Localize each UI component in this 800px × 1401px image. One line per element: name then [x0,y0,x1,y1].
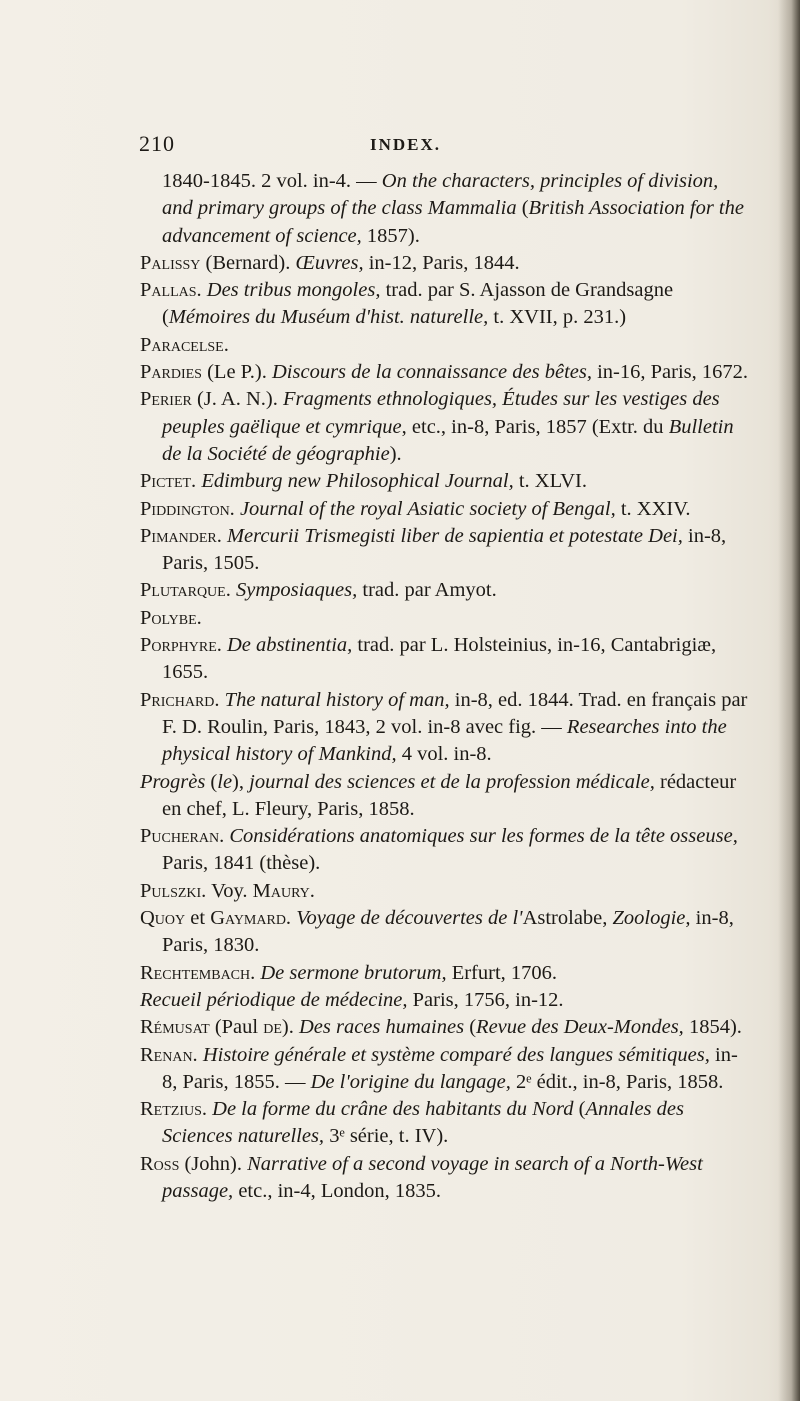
entry-text: (Bernard). [200,251,296,274]
index-entry [140,386,750,468]
author-name: Pardies [140,361,202,384]
italic-text: Discours de la connaissance des bêtes, [272,361,592,384]
author-name: Ross [140,1152,180,1175]
index-entry [140,496,750,523]
entry-text: in-8, Paris, 1855. — [162,1043,738,1093]
author-name: Perier [140,388,192,411]
index-entry [140,468,750,495]
index-entry [140,250,750,277]
entry-text: , etc., in-8, Paris, 1857 (Extr. du [401,415,669,438]
entry-text: ). [281,1016,299,1039]
author-name: Renan. [140,1043,198,1066]
entry-text: 4 vol. in-8. [396,743,492,766]
author-name: Rechtembach. [140,961,256,984]
index-entry [140,687,750,769]
entry-text: ), [232,770,250,793]
italic-text: Considérations anatomiques sur les formes de la tête osseuse, [229,825,738,848]
index-entry [140,632,750,687]
index-entry [140,277,750,332]
entry-text: et [185,907,211,930]
page-edge-shadow [778,0,800,1401]
italic-text: Bulletin de la Société de géographie [162,415,734,465]
index-entry [140,1151,750,1206]
entry-text: 1854). [683,1016,742,1039]
italic-text: Journal of the royal Asiatic society of Bengal, [239,497,616,520]
entry-text: (J. A. N.). [191,388,283,411]
italic-text: Voyage de découvertes de l' [296,907,523,930]
italic-text: Mercurii Trismegisti liber de sapientia et potestate Dei, [226,524,683,547]
italic-text: Mémoires du Muséum d'hist. naturelle, [168,306,489,329]
entry-text: Erfurt, 1706. [446,961,558,984]
index-entry [140,168,750,250]
italic-text: Histoire générale et système comparé des langues sémitiques, [202,1043,710,1066]
author-name: Polybe. [140,606,202,629]
entry-text: ( [573,1098,586,1121]
author-name: Retzius. [140,1098,208,1121]
entry-text: (Paul [209,1016,264,1039]
italic-text: Zoologie, [612,907,691,930]
entry-text: etc., in-4, London, 1835. [233,1179,442,1202]
italic-text: Des races humaines [298,1016,465,1039]
entry-text: ). [389,442,402,465]
page-number: 210 [139,131,175,156]
index-entry [140,359,750,386]
entry-text: rédacteur en chef, L. Fleury, Paris, 1858. [162,770,737,820]
index-entry [140,823,750,878]
entry-text: trad. par S. Ajasson de Grandsagne ( [162,279,674,329]
entry-text: Paris, 1841 (thèse). [162,852,321,875]
author-name: Piddington. [140,497,235,520]
index-entry [140,1042,750,1097]
index-entry [140,523,750,578]
entry-text: t. XLVI. [513,470,588,493]
author-name: Pictet. [140,470,197,493]
italic-text: le [217,770,233,793]
author-name: Quoy [140,907,186,930]
index-entry [140,605,750,632]
entry-text: Voy. [206,879,253,902]
author-name: Maury. [252,879,315,902]
italic-text: Edimburg new Philosophical Journal, [201,470,514,493]
italic-text: On the characters, principles of division, and primary groups of the class Mammalia [162,170,719,220]
index-entry [140,1014,750,1041]
entry-text: ( [464,1016,477,1039]
italic-text: The natural history of man, [224,688,450,711]
index-entry [140,577,750,604]
index-entry [140,332,750,359]
author-name: Pallas. [140,279,202,302]
author-name: Rémusat [140,1016,210,1039]
entry-text: trad. par L. Holsteinius, in-16, Cantabrigiæ, 1655. [162,634,717,684]
italic-text: De sermone brutorum, [260,961,447,984]
entry-text: Astrolabe, [522,907,613,930]
italic-text: Recueil périodique de médecine, [140,988,408,1011]
italic-text: British Association for the advancement of science, [162,197,744,247]
entry-text: t. XXIV. [615,497,691,520]
entry-text: ( [516,197,529,220]
italic-text: journal des sciences et de la profession médicale, [249,770,655,793]
entry-text: (John). [179,1152,248,1175]
italic-text: Annales des Sciences naturelles, [162,1098,684,1148]
entry-text: in-16, Paris, 1672. [591,361,749,384]
italic-text: Progrès [140,770,206,793]
index-entry [140,960,750,987]
page-header [0,131,800,161]
italic-text: De l'origine du langage, [310,1070,511,1093]
index-entry [140,878,750,905]
author-name: Paracelse. [140,333,229,356]
index-entry [140,769,750,824]
author-name: Palissy [140,251,201,274]
entry-text: in-8, Paris, 1505. [162,524,727,575]
italic-text: Des tribus mongoles, [206,279,381,302]
italic-text: De la forme du crâne des habitants du Nord [212,1098,574,1121]
entry-text: in-8, Paris, 1830. [162,907,734,957]
entry-text: trad. par Amyot. [357,579,497,602]
italic-text: Symposiaques, [235,579,358,602]
running-head: INDEX. [370,135,442,154]
italic-text: Fragments ethnologiques, Études sur les vestiges des peuples gaëlique et cymrique [162,388,720,438]
entry-text: 1857). [361,224,420,247]
index-entries [140,168,750,1205]
author-name: Pucheran. [140,825,225,848]
entry-text: (Le P.). [201,361,272,384]
author-name: Prichard. [140,688,220,711]
author-name: Pulszki. [140,879,207,902]
entry-text: t. XVII, p. 231.) [488,306,627,329]
author-name: de [263,1016,282,1039]
entry-text: 3ᵉ série, t. IV). [324,1125,449,1148]
italic-text: Researches into the physical history of Mankind, [162,715,727,766]
index-entry [140,905,750,960]
italic-text: Narrative of a second voyage in search of a North-West passage, [162,1152,703,1202]
author-name: Porphyre. [140,634,222,657]
italic-text: Œuvres, [295,251,364,274]
italic-text: Revue des Deux-Mondes, [476,1016,684,1039]
entry-text: in-8, ed. 1844. Trad. en français par F. D. Roulin, Paris, 1843, 2 vol. in-8 avec fig. — [162,688,748,738]
author-name: Pimander. [140,524,222,547]
entry-text: Paris, 1756, in-12. [407,988,564,1011]
entry-text: 1840-1845. 2 vol. in-4. — [162,170,382,192]
index-entry [140,1096,750,1151]
italic-text: De abstinentia, [227,634,353,657]
index-entry [140,987,750,1014]
entry-text: ( [205,770,218,793]
author-name: Plutarque. [140,579,231,602]
entry-text: in-12, Paris, 1844. [363,251,520,274]
author-name: Gaymard. [210,907,292,930]
entry-text: 2ᵉ édit., in-8, Paris, 1858. [510,1070,724,1093]
